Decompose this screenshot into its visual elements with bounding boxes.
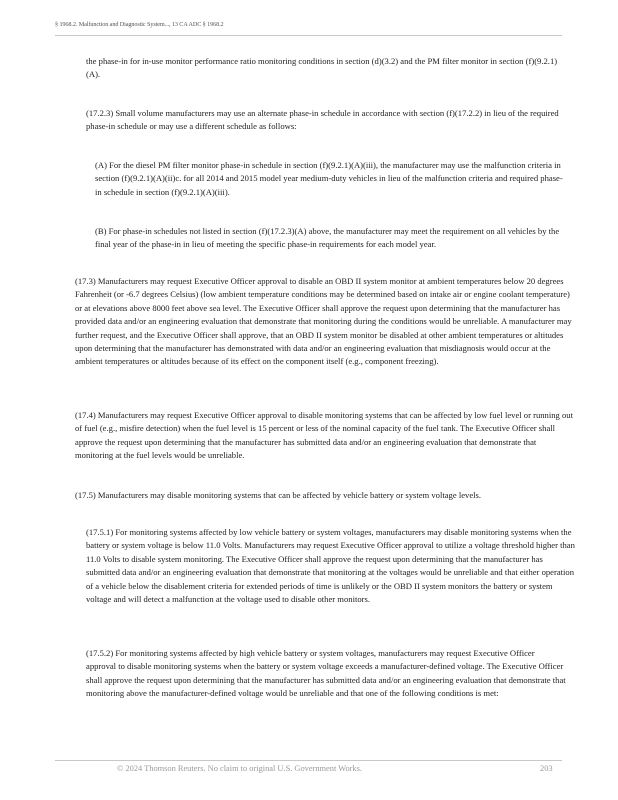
running-header: § 1968.2. Malfunction and Diagnostic System..., 13 CA ADC § 1968.2 (55, 21, 224, 28)
paragraph-17-5-2: (17.5.2) For monitoring systems affected by high vehicle battery or system voltages, manufacturers may request Executive Officer approval to disable monitoring systems when the battery or system voltage exceeds a manufacturer-defined voltage. The Executive Officer shall approve the request upon determining that the manufacturer has submitted data and/or an engineering evaluation that demonstrate that monitoring above the manufacturer-defined voltage would be unreliable and that one of the following conditions is met: (86, 648, 566, 699)
paragraph-17-4: (17.4) Manufacturers may request Executive Officer approval to disable monitoring systems that can be affected by low fuel level or running out of fuel (e.g., misfire detection) when the fuel level is 15 percent or less of the nominal capacity of the fuel tank. The Executive Officer shall approve the request upon determining that the manufacturer has submitted data and/or an engineering evaluation that demonstrate that monitoring at the fuel levels would be unreliable. (75, 410, 573, 461)
paragraph-17-5-1: (17.5.1) For monitoring systems affected by low vehicle battery or system voltages, manufacturers may disable monitoring systems when the battery or system voltage is below 11.0 Volts. Manufacturers may request Executive Officer approval to utilize a voltage threshold higher than 11.0 Volts to disable system monitoring. The Executive Officer shall approve the request upon determining that the manufacturer has submitted data and/or an engineering evaluation that demonstrate that monitoring at the voltages would be unreliable and that either operation of a vehicle below the disablement criteria for extended periods of time is unlikely or the OBD II system monitors the battery or system voltage and will detect a malfunction at the voltage used to disable other monitors. (86, 527, 575, 605)
paragraph-17-3: (17.3) Manufacturers may request Executive Officer approval to disable an OBD II system monitor at ambient temperatures below 20 degrees Fahrenheit (or -6.7 degrees Celsius) (low ambient temperature conditions may be determined based on intake air or engine coolant temperature) or at elevations above 8000 feet above sea level. The Executive Officer shall approve the request upon determining that the manufacturer has provided data and/or an engineering evaluation that demonstrate that monitoring during the conditions would be unreliable. A manufacturer may further request, and the Executive Officer shall approve, that an OBD II system monitor be disabled at other ambient temperatures or altitudes upon determining that the manufacturer has demonstrated with data and/or an engineering evaluation that misdiagnosis would occur at the ambient temperatures or altitudes because of its effect on the component itself (e.g., component freezing). (75, 276, 572, 367)
paragraph-17-2-3: (17.2.3) Small volume manufacturers may use an alternate phase-in schedule in accordance with section (f)(17.2.2) in lieu of the required phase-in schedule or may use a different schedule as follows: (86, 108, 559, 132)
footer-divider (55, 760, 562, 761)
page-number: 203 (540, 764, 553, 773)
paragraph-17-5: (17.5) Manufacturers may disable monitoring systems that can be affected by vehicle battery or system voltage levels. (75, 490, 482, 500)
paragraph-17-2-3-b: (B) For phase-in schedules not listed in section (f)(17.2.3)(A) above, the manufacturer may meet the requirement on all vehicles by the final year of the phase-in in lieu of meeting the specific phase-in requirements for each model year. (95, 226, 560, 250)
paragraph-17-2-3-a: (A) For the diesel PM filter monitor phase-in schedule in section (f)(9.2.1)(A)(iii), the manufacturer may use the malfunction criteria in section (f)(9.2.1)(A)(ii)c. for all 2014 and 2015 model year medium-duty vehicles in lieu of the malfunction criteria and required phase-in schedule in section (f)(9.2.1)(A)(iii). (95, 160, 563, 197)
paragraph-phase-in-continuation: the phase-in for in-use monitor performance ratio monitoring conditions in section (d)(3.2) and the PM filter monitor in section (f)(9.2.1)(A). (86, 56, 558, 80)
copyright-notice: © 2024 Thomson Reuters. No claim to original U.S. Government Works. (117, 764, 362, 773)
header-divider (55, 35, 562, 36)
